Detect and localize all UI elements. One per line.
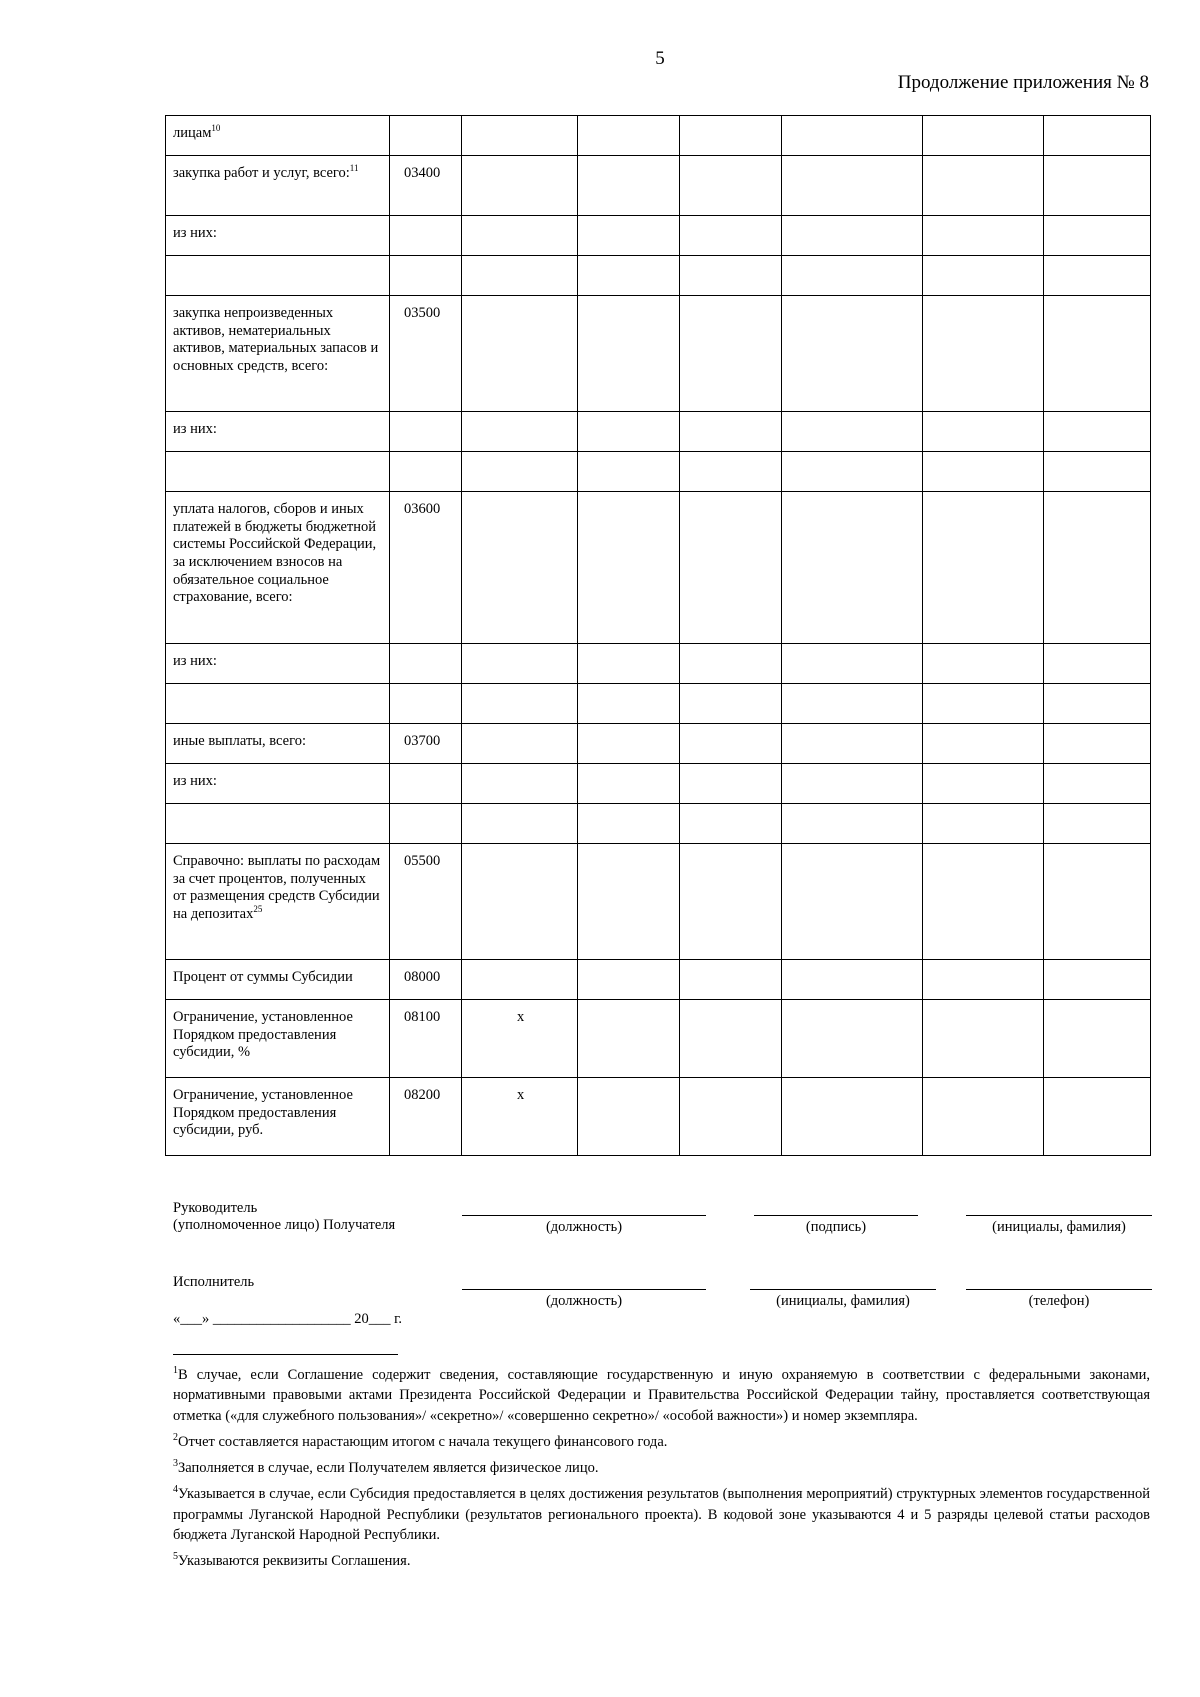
value-cell[interactable] [462,452,578,492]
value-cell[interactable] [578,492,680,644]
value-cell[interactable] [923,1000,1044,1078]
row-label-cell[interactable] [166,452,390,492]
executor-position-caption: (должность) [545,1293,623,1309]
row-label: уплата налогов, сборов и иных платежей в бюджеты бюджетной системы Российской Федерации, за исключением взносов на обязательное социальное страхование, всего: [173,501,377,606]
row-label-cell[interactable] [166,804,390,844]
table-row [166,644,1151,684]
head-name-line[interactable] [966,1215,1152,1216]
row-label: из них: [173,773,217,789]
value-cell[interactable] [578,844,680,960]
value-cell[interactable] [923,724,1044,764]
executor-name-caption: (инициалы, фамилия) [776,1293,910,1309]
row-label: лицам [173,125,212,141]
value-cell[interactable] [1044,1000,1151,1078]
head-label [173,1200,395,1234]
value-cell[interactable] [923,804,1044,844]
row-label: из них: [173,225,217,241]
footnotes [173,1365,1150,1578]
row-label-cell[interactable] [166,684,390,724]
value-cell[interactable] [782,216,923,256]
value-cell[interactable] [923,156,1044,216]
value-cell[interactable] [1044,256,1151,296]
value-cell[interactable] [578,684,680,724]
page-number: 5 [655,48,665,69]
row-label: из них: [173,421,217,437]
row-code-cell[interactable]: 03700 [390,724,462,764]
value-cell[interactable] [578,256,680,296]
row-label-cell[interactable] [166,1078,390,1156]
report-table [165,115,1151,1156]
footnote-text: Указывается в случае, если Субсидия предоставляется в целях достижения результатов (выполнения мероприятий) структурных элементов государственной программы Луганской Народной Республики (результатов регионального проекта). В кодовой зоне указываются 4 и 5 разряды целевой статьи расходов бюджета Луганской Народной Республики. [173,1486,1150,1544]
value-cell[interactable] [1044,960,1151,1000]
value-cell[interactable] [680,724,782,764]
value-cell[interactable] [1044,216,1151,256]
value-cell[interactable] [578,452,680,492]
footnote-ref: 10 [211,123,221,134]
value-cell[interactable] [578,116,680,156]
value-cell[interactable] [1044,844,1151,960]
head-name-caption: (инициалы, фамилия) [992,1219,1126,1235]
table-row [166,960,1151,1000]
value-cell[interactable] [782,644,923,684]
value-cell[interactable] [782,1000,923,1078]
row-code-cell[interactable] [390,452,462,492]
appendix-continuation-note: Продолжение приложения № 8 [897,72,1149,93]
head-signature-caption: (подпись) [805,1219,867,1235]
row-code-cell[interactable] [390,684,462,724]
value-cell[interactable] [462,684,578,724]
footnote-number: 1 [173,1365,178,1377]
value-cell[interactable] [462,156,578,216]
executor-phone-line[interactable] [966,1289,1152,1290]
executor-phone-caption: (телефон) [1028,1293,1090,1309]
value-cell[interactable] [462,644,578,684]
value-cell[interactable] [462,116,578,156]
row-label: Процент от суммы Субсидии [173,969,353,985]
table-row [166,216,1151,256]
value-cell[interactable] [462,960,578,1000]
row-label: закупка непроизведенных активов, нематериальных активов, материальных запасов и основных средств, всего: [173,305,379,375]
row-code-cell[interactable]: 03600 [390,492,462,644]
row-code-cell[interactable] [390,804,462,844]
value-cell[interactable] [462,256,578,296]
value-cell[interactable] [1044,764,1151,804]
table-row [166,724,1151,764]
head-signature-line[interactable] [754,1215,918,1216]
value-cell[interactable] [782,492,923,644]
table-row [166,844,1151,960]
value-cell[interactable] [578,156,680,216]
row-label-cell[interactable] [166,724,390,764]
value-cell[interactable] [923,116,1044,156]
value-cell[interactable] [923,1078,1044,1156]
table-row [166,256,1151,296]
footnote-number: 2 [173,1432,178,1444]
value-cell[interactable] [578,960,680,1000]
footnote-number: 4 [173,1484,178,1496]
value-cell[interactable] [1044,1078,1151,1156]
value-cell[interactable] [782,684,923,724]
value-cell[interactable] [923,452,1044,492]
value-cell[interactable] [782,764,923,804]
footnote-divider [173,1354,398,1355]
row-label-cell[interactable] [166,1000,390,1078]
table-row [166,452,1151,492]
value-cell[interactable] [680,156,782,216]
row-label-cell[interactable] [166,764,390,804]
value-cell[interactable] [462,216,578,256]
value-cell[interactable] [1044,804,1151,844]
row-code-cell[interactable]: 03400 [390,156,462,216]
value-cell[interactable] [680,256,782,296]
footnote-text: В случае, если Соглашение содержит сведения, составляющие государственную и иную охраняемую в соответствии с федеральными законами, нормативными правовыми актами Президента Российской Федерации и Правительства Российской Федерации тайну, проставляется соответствующая отметка («для служебного пользования»/ «секретно»/ «совершенно секретно»/ «особой важности») и номер экземпляра. [173,1367,1150,1424]
value-cell[interactable] [462,412,578,452]
value-cell[interactable] [1044,116,1151,156]
footnote-ref: 11 [349,163,359,174]
value-cell[interactable] [680,644,782,684]
value-cell[interactable] [1044,296,1151,412]
executor-position-line[interactable] [462,1289,706,1290]
row-label-cell[interactable] [166,256,390,296]
table-row [166,804,1151,844]
table-row [166,764,1151,804]
table-row [166,296,1151,412]
value-cell[interactable] [1044,724,1151,764]
value-cell[interactable] [680,216,782,256]
value-cell[interactable] [1044,684,1151,724]
row-label: Ограничение, установленное Порядком предоставления субсидии, руб. [173,1087,353,1139]
value-cell[interactable] [680,684,782,724]
value-cell[interactable] [578,764,680,804]
value-cell[interactable] [462,296,578,412]
row-label-cell[interactable] [166,296,390,412]
head-label-line1: Руководитель [173,1200,258,1216]
footnote-number: 5 [173,1551,178,1563]
value-cell[interactable] [578,724,680,764]
value-cell[interactable] [680,116,782,156]
row-label-cell[interactable] [166,412,390,452]
value-cell[interactable] [680,960,782,1000]
value-cell[interactable] [462,764,578,804]
value-cell[interactable] [782,960,923,1000]
footnote [173,1551,1150,1571]
table-row [166,156,1151,216]
value-cell[interactable] [578,1078,680,1156]
value-cell[interactable] [680,844,782,960]
row-code-cell[interactable] [390,216,462,256]
value-cell[interactable] [680,412,782,452]
value-cell[interactable] [680,492,782,644]
row-code-cell[interactable]: 08000 [390,960,462,1000]
value-cell[interactable] [782,452,923,492]
table-row [166,116,1151,156]
value-cell[interactable] [578,296,680,412]
row-code-cell[interactable] [390,256,462,296]
row-label: Ограничение, установленное Порядком предоставления субсидии, % [173,1009,353,1061]
row-code-cell[interactable]: 08200 [390,1078,462,1156]
row-label-cell[interactable] [166,492,390,644]
value-cell[interactable] [782,804,923,844]
table-row [166,1000,1151,1078]
value-cell[interactable] [462,724,578,764]
row-label-cell[interactable] [166,644,390,684]
value-cell[interactable] [1044,156,1151,216]
value-cell[interactable] [782,296,923,412]
row-code-cell[interactable] [390,644,462,684]
value-cell[interactable] [782,412,923,452]
row-label: закупка работ и услуг, всего: [173,165,350,181]
row-label: из них: [173,653,217,669]
value-cell[interactable] [782,156,923,216]
footnote-text: Указываются реквизиты Соглашения. [178,1553,411,1570]
footnote [173,1458,1150,1478]
table-row [166,412,1151,452]
row-label: иные выплаты, всего: [173,733,306,749]
value-cell[interactable] [680,1000,782,1078]
footnote [173,1365,1150,1426]
value-cell[interactable] [923,256,1044,296]
value-cell[interactable] [680,804,782,844]
row-code-cell[interactable]: 03500 [390,296,462,412]
value-cell[interactable] [923,960,1044,1000]
footnote-text: Отчет составляется нарастающим итогом с начала текущего финансового года. [178,1433,668,1450]
value-cell[interactable] [923,764,1044,804]
value-cell[interactable] [680,1078,782,1156]
date-line[interactable]: «___» ___________________ 20___ г. [173,1311,403,1327]
value-cell[interactable] [923,644,1044,684]
row-label-cell[interactable] [166,116,390,156]
value-cell[interactable] [782,844,923,960]
value-cell[interactable] [462,492,578,644]
value-cell[interactable] [923,492,1044,644]
value-cell[interactable] [1044,644,1151,684]
value-cell[interactable] [1044,492,1151,644]
value-cell[interactable]: x [462,1078,578,1156]
row-code-cell[interactable]: 08100 [390,1000,462,1078]
value-cell[interactable] [578,216,680,256]
value-cell[interactable] [782,256,923,296]
value-cell[interactable] [680,452,782,492]
value-cell[interactable] [782,724,923,764]
value-cell[interactable] [462,804,578,844]
footnote [173,1432,1150,1452]
table-row [166,492,1151,644]
row-code-cell[interactable] [390,116,462,156]
value-cell[interactable] [578,644,680,684]
row-label-cell[interactable] [166,156,390,216]
value-cell[interactable] [578,412,680,452]
head-position-caption: (должность) [545,1219,623,1235]
footnote [173,1484,1150,1545]
value-cell[interactable] [1044,452,1151,492]
footnote-ref: 25 [253,904,263,915]
row-code-cell[interactable]: 05500 [390,844,462,960]
table-row [166,684,1151,724]
head-position-line[interactable] [462,1215,706,1216]
table-row [166,1078,1151,1156]
value-cell[interactable] [462,844,578,960]
footnote-number: 3 [173,1458,178,1470]
value-cell[interactable] [923,296,1044,412]
value-cell[interactable] [923,412,1044,452]
value-cell[interactable] [782,116,923,156]
row-label: Справочно: выплаты по расходам за счет процентов, полученных от размещения средств Субсидии на депозитах [173,853,381,923]
value-cell[interactable] [1044,412,1151,452]
value-cell[interactable] [578,804,680,844]
value-cell[interactable] [923,216,1044,256]
executor-name-line[interactable] [750,1289,936,1290]
footnote-text: Заполняется в случае, если Получателем является физическое лицо. [178,1460,599,1477]
value-cell[interactable] [680,764,782,804]
value-cell[interactable] [680,296,782,412]
value-cell[interactable] [782,1078,923,1156]
value-cell[interactable] [923,844,1044,960]
row-code-cell[interactable] [390,764,462,804]
value-cell[interactable]: x [462,1000,578,1078]
row-label-cell[interactable] [166,844,390,960]
value-cell[interactable] [923,684,1044,724]
value-cell[interactable] [578,1000,680,1078]
row-label-cell[interactable] [166,216,390,256]
head-label-line2: (уполномоченное лицо) Получателя [173,1217,396,1233]
executor-label: Исполнитель [173,1274,255,1290]
row-code-cell[interactable] [390,412,462,452]
row-label-cell[interactable] [166,960,390,1000]
